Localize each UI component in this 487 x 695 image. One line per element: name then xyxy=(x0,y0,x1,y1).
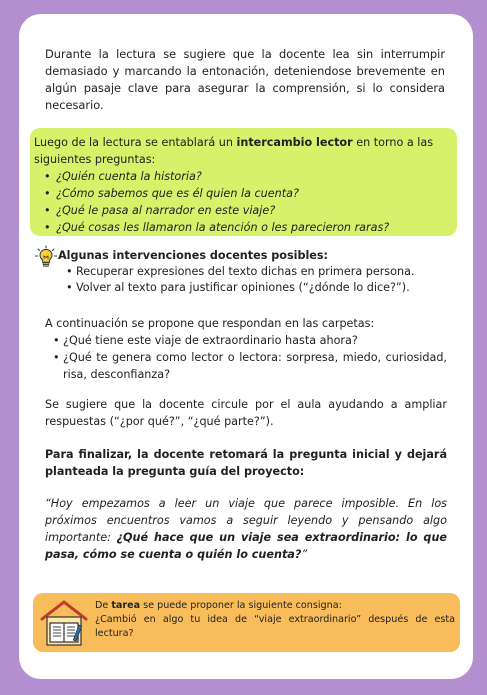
interventions-heading: Algunas intervenciones docentes posibles: xyxy=(58,249,329,262)
homework-box xyxy=(33,593,460,652)
homework-prompt: ¿Cambió en algo tu idea de “viaje extraordinario” después de esta lectura? xyxy=(95,614,455,639)
interventions-section xyxy=(58,248,453,296)
intro-paragraph: Durante la lectura se sugiere que la docente lea sin interrumpir demasiado y marcando la entonación, deteniendose brevemente en algún pasaje clave para asegurar la comprensión, si lo considera necesario. xyxy=(45,47,445,112)
intervention-item: • Recuperar expresiones del texto dichas en primera persona. xyxy=(66,264,453,280)
guide-question: ¿Qué hace que un viaje sea extraordinario: lo que pasa, cómo se cuenta o quién lo cuenta? xyxy=(45,531,447,561)
question-list xyxy=(34,168,453,236)
interventions-list xyxy=(58,264,453,296)
question-item: • ¿Quién cuenta la historia? xyxy=(56,168,453,185)
continuation-item: • ¿Qué te genera como lector o lectora: sorpresa, miedo, curiosidad, risa, desconfianza? xyxy=(53,349,447,383)
continuation-lead: A continuación se propone que respondan en las carpetas: xyxy=(45,317,375,330)
question-item: • ¿Cómo sabemos que es él quien la cuenta? xyxy=(56,185,453,202)
guide-question-quote: “Hoy empezamos a leer un viaje que parece imposible. En los próximos encuentros vamos a seguir leyendo y pensando algo importante: ¿Qué hace que un viaje sea extraordinario: lo que pasa, cómo se cuenta o quién lo cuenta?” xyxy=(45,497,447,561)
exchange-lead: Luego de la lectura se entablará un intercambio lector en torno a las siguientes preguntas: xyxy=(34,136,434,166)
question-item: • ¿Qué cosas les llamaron la atención o les parecieron raras? xyxy=(56,219,453,236)
suggestion-paragraph: Se sugiere que la docente circule por el aula ayudando a ampliar respuestas (“¿por qué?”, “¿qué parte?”). xyxy=(45,398,447,428)
continuation-section xyxy=(45,315,447,383)
question-item: • ¿Qué le pasa al narrador en este viaje? xyxy=(56,202,453,219)
exchange-lead-bold: intercambio lector xyxy=(236,136,353,149)
continuation-list xyxy=(45,332,447,383)
exchange-questions-box xyxy=(30,128,457,236)
homework-text xyxy=(95,599,455,641)
homework-lead: De tarea se puede proponer la siguiente consigna: xyxy=(95,600,342,611)
lightbulb-icon xyxy=(34,245,58,269)
homework-bold: tarea xyxy=(111,600,141,611)
continuation-item: • ¿Qué tiene este viaje de extraordinario hasta ahora? xyxy=(53,332,447,349)
house-notebook-icon xyxy=(38,597,90,649)
final-paragraph: Para finalizar, la docente retomará la pregunta inicial y dejará planteada la pregunta guía del proyecto: xyxy=(45,448,447,478)
intervention-item: • Volver al texto para justificar opiniones (“¿dónde lo dice?”). xyxy=(66,280,453,296)
